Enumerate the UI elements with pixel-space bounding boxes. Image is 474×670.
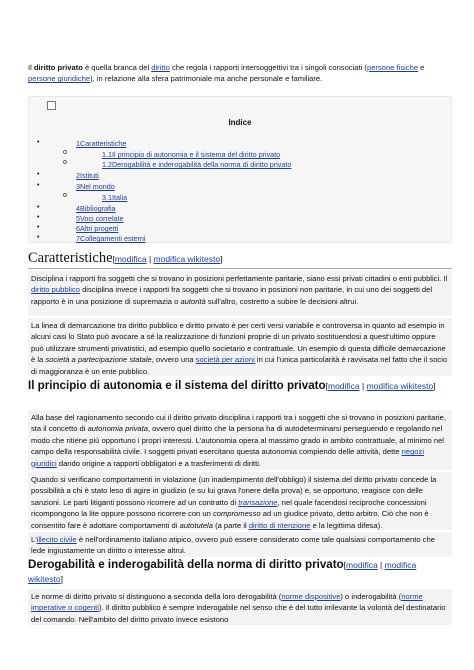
toc-item-principio-autonomia[interactable]: 1.1Il principio di autonomia e il sistema del diritto privato (102, 150, 281, 159)
text: ) o inderogabilità ( (340, 592, 402, 601)
link-societa-per-azioni[interactable]: società per azioni (195, 355, 255, 365)
separator: | (359, 381, 367, 391)
edit-links (326, 381, 436, 391)
text: dando origine a rapporti obbligatori e a trasferimenti di diritti. (56, 458, 262, 468)
link-transazione[interactable]: transazione (238, 497, 278, 507)
toc-bullet: • (37, 171, 40, 178)
text: Alla base del ragionamento secondo cui il diritto privato disciplina i rapporti tra i soggetti che si trovano in posizioni paritarie, sta il concetto di (31, 413, 446, 434)
paragraph (31, 273, 449, 307)
text: in cui l'unica particolarità è ravvisata nel fatto che il socio di maggioranza è un ente pubblico. (31, 355, 447, 376)
toc-bullet: • (37, 204, 40, 211)
toc-item-collegamenti-esterni[interactable]: 7Collegamenti esterni (76, 234, 146, 243)
intro-paragraph (28, 62, 452, 85)
paragraph-box (28, 410, 452, 470)
heading-rule (28, 268, 452, 269)
toc-toggle-checkbox[interactable] (47, 101, 56, 110)
toc-bullet: o (63, 149, 67, 156)
text: è nell'ordinamento italiano atipico, ovvero può essere considerato come tale qualsiasi comportamento che lede ingiustamente un diritto o interesse altrui. (31, 535, 435, 556)
edit-source-link[interactable]: modifica wikitesto (366, 381, 434, 391)
toc-bullet: • (37, 182, 40, 189)
intro-text: che regola i rapporti intersoggettivi tra i singoli consociati ( (169, 63, 367, 72)
bracket: ] (60, 574, 63, 584)
paragraph-box (28, 532, 452, 557)
bracket: ] (220, 254, 223, 264)
paragraph (31, 591, 449, 625)
italic-term: autotutela (179, 520, 213, 530)
link-illecito-civile[interactable]: illecito civile (36, 535, 77, 544)
italic-term: autorità (180, 296, 206, 306)
text: Disciplina i rapporti fra soggetti che si trovano in posizioni perfettamente paritarie, siano essi privati cittadini o enti pubblici. Il (31, 274, 448, 283)
intro-text: ), in relazione alla sfera patrimoniale ma anche personale e familiare. (90, 74, 323, 84)
section-heading-derogabilita (28, 558, 452, 586)
edit-link[interactable]: modifica (328, 381, 360, 391)
toc-bullet: • (37, 214, 40, 221)
toc-bullet: o (63, 159, 67, 166)
text: L' (31, 535, 37, 544)
link-persone-fisiche[interactable]: persone fisiche (366, 63, 419, 72)
paragraph-box (28, 472, 452, 530)
bracket: [ (343, 560, 347, 570)
toc-bullet: • (37, 234, 40, 241)
toc-item-voci-correlate[interactable]: 5Voci correlate (76, 214, 124, 223)
intro-bold-term: diritto privato (33, 63, 83, 72)
link-diritto-di-ritenzione[interactable]: diritto di ritenzione (248, 520, 311, 530)
text: disciplina invece i rapporti fra soggetti che si trovano in posizioni non paritarie, in cui uno dei soggetti del rapporto è in una posizione di supremazia o (31, 285, 433, 306)
italic-term: società a partecipazione statale (45, 355, 152, 365)
bracket: ] (433, 381, 436, 391)
section-title: Il principio di autonomia e il sistema del diritto privato (28, 379, 326, 392)
italic-term: compromesso (212, 509, 261, 519)
toc-item-bibliografia[interactable]: 4Bibliografia (76, 204, 116, 213)
intro-text: e (418, 63, 425, 72)
toc-item-italia[interactable]: 3.1Italia (102, 193, 128, 202)
toc-title: Indice (228, 118, 252, 127)
text: sull'altro, costretto a subire le decisioni altrui. (205, 296, 359, 306)
paragraph (31, 320, 449, 377)
paragraph-box (28, 271, 452, 316)
text: Le norme di diritto privato si distinguono a seconda della loro derogabilità ( (31, 592, 282, 601)
toc-item-nel-mondo[interactable]: 3Nel mondo (76, 182, 115, 191)
text: Quando si verificano comportamenti in violazione (un inadempimento dell'obbligo) il sistema del diritto privato concede la possibilità a chi è stato leso di agire in giudizio (e su lui grava l'onere della prova) e, se opportuno, reagisce con delle sanzioni. Le parti litiganti possono ricorrere ad un contratto di (31, 475, 437, 507)
paragraph (31, 412, 449, 469)
paragraph (31, 534, 449, 557)
link-diritto[interactable]: diritto (151, 63, 170, 72)
table-of-contents (28, 96, 452, 243)
section-title: Caratteristiche (28, 250, 113, 266)
bracket: [ (112, 254, 115, 264)
link-norme-imperative[interactable]: norme imperative o cogenti (31, 592, 423, 613)
link-diritto-pubblico[interactable]: diritto pubblico (31, 285, 80, 295)
separator: | (377, 560, 385, 570)
edit-source-link[interactable]: modifica wikitesto (28, 560, 417, 584)
edit-link[interactable]: modifica (114, 254, 147, 264)
paragraph (31, 474, 449, 531)
toc-item-derogabilita[interactable]: 1.2Derogabilità e inderogabilità della norma di diritto privato (102, 160, 292, 169)
text: ad un giudice privato, detto arbitro. Ciò che non è consentito fare è adottare comportamenti di (31, 509, 429, 530)
toc-bullet: • (37, 224, 40, 231)
intro-text: Il (28, 63, 34, 72)
separator: | (146, 254, 154, 264)
section-title: Derogabilità e inderogabilità della norma di diritto privato (28, 558, 344, 571)
paragraph-box (28, 318, 452, 376)
toc-item-istituti[interactable]: 2Istituti (76, 171, 99, 180)
text: , nel quale facendosi reciproche concessioni ricompongono la lite oppure possono ricorrere con un (31, 497, 427, 519)
edit-source-link[interactable]: modifica wikitesto (153, 254, 221, 264)
toc-item-altri-progetti[interactable]: 6Altri progetti (76, 224, 119, 233)
text: ). Il diritto pubblico è sempre inderogabile nel senso che è del tutto irrilevante la volontà del destinatario del comando. Nell'ambito del diritto privato invece esistono (31, 603, 446, 624)
text: La linea di demarcazione tra diritto pubblico e diritto privato è per certi versi variabile e controversa in quanto ad esempio in alcuni casi lo Stato può avocare a sé la realizzazione di funzioni proprie di un privato sostituendosi a quest'ultimo oppure può utilizzare strumenti privatistici, ad esempio quello societario e contrattuale. Un esempio di questa difficile demarcazione è la (31, 321, 446, 365)
link-persone-giuridiche[interactable]: persone giuridiche (28, 74, 91, 84)
text: , ovvero una (151, 355, 196, 365)
italic-term: autonomia privata (87, 424, 148, 434)
paragraph-box (28, 589, 452, 625)
toc-bullet: o (63, 192, 67, 199)
intro-text: è quella branca del (82, 63, 152, 72)
edit-links (113, 254, 223, 264)
link-norme-dispositive[interactable]: norme dispositive (281, 592, 341, 601)
toc-item-caratteristiche[interactable]: 1Caratteristiche (76, 139, 127, 148)
text: (a parte il (212, 520, 249, 530)
text: e la legittima difesa). (310, 520, 383, 530)
text: , ovvero quel diritto che la persona ha di autodeterminarsi perseguendo e regolando nel modo che ritiene più opportuno i propri interessi. L'autonomia opera al massimo grado in ambito contrattuale, al minimo nel campo della responsabilità civile. I soggetti privati esercitano questa autonomia compiendo delle attività, dette (31, 424, 444, 457)
link-negozi-giuridici[interactable]: negozi giuridici (31, 447, 425, 468)
edit-link[interactable]: modifica (346, 560, 378, 570)
bracket: [ (325, 381, 328, 391)
section-heading-caratteristiche (28, 250, 223, 267)
toc-bullet: • (37, 139, 40, 146)
section-heading-principio-autonomia (28, 379, 452, 393)
